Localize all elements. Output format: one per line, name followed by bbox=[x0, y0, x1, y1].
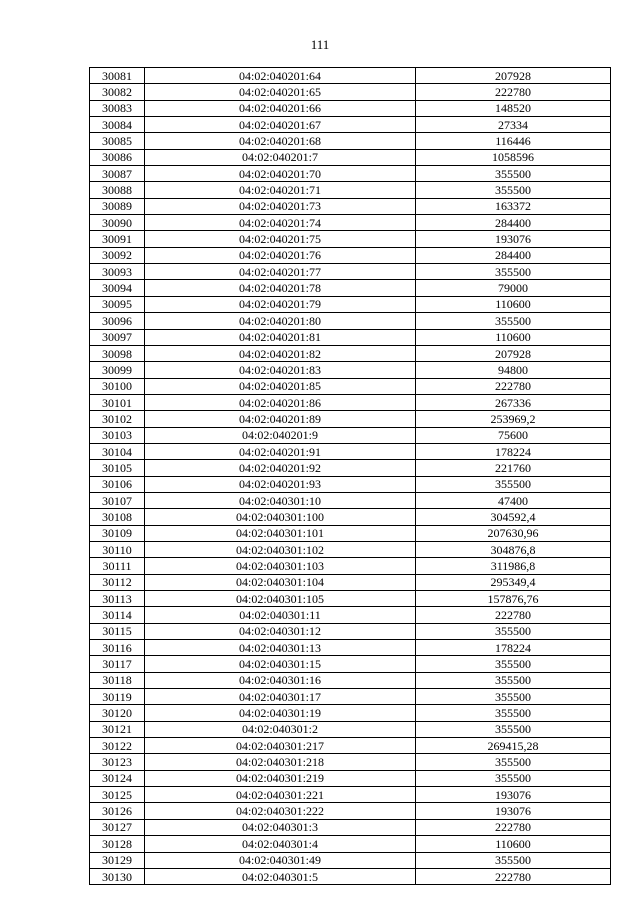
row-number-cell: 30086 bbox=[90, 149, 145, 165]
table-row bbox=[90, 705, 611, 721]
row-number-cell: 30081 bbox=[90, 68, 145, 84]
cadastral-number-cell: 04:02:040301:219 bbox=[145, 770, 416, 786]
cadastral-number-cell: 04:02:040201:68 bbox=[145, 133, 416, 149]
row-number-cell: 30118 bbox=[90, 672, 145, 688]
cadastral-number-cell: 04:02:040301:10 bbox=[145, 492, 416, 508]
value-cell: 355500 bbox=[416, 770, 611, 786]
value-cell: 110600 bbox=[416, 296, 611, 312]
value-cell: 110600 bbox=[416, 329, 611, 345]
row-number-cell: 30127 bbox=[90, 819, 145, 835]
table-row bbox=[90, 836, 611, 852]
row-number-cell: 30090 bbox=[90, 215, 145, 231]
value-cell: 178224 bbox=[416, 443, 611, 459]
table-row bbox=[90, 117, 611, 133]
cadastral-number-cell: 04:02:040201:82 bbox=[145, 345, 416, 361]
row-number-cell: 30106 bbox=[90, 476, 145, 492]
value-cell: 355500 bbox=[416, 754, 611, 770]
row-number-cell: 30111 bbox=[90, 558, 145, 574]
cadastral-number-cell: 04:02:040301:49 bbox=[145, 852, 416, 868]
row-number-cell: 30113 bbox=[90, 591, 145, 607]
table-row bbox=[90, 689, 611, 705]
cadastral-number-cell: 04:02:040301:217 bbox=[145, 738, 416, 754]
value-cell: 355500 bbox=[416, 166, 611, 182]
row-number-cell: 30082 bbox=[90, 84, 145, 100]
cadastral-number-cell: 04:02:040301:101 bbox=[145, 525, 416, 541]
cadastral-number-cell: 04:02:040201:89 bbox=[145, 411, 416, 427]
cadastral-number-cell: 04:02:040201:92 bbox=[145, 460, 416, 476]
row-number-cell: 30109 bbox=[90, 525, 145, 541]
row-number-cell: 30098 bbox=[90, 345, 145, 361]
row-number-cell: 30130 bbox=[90, 868, 145, 884]
table-row bbox=[90, 68, 611, 84]
row-number-cell: 30104 bbox=[90, 443, 145, 459]
value-cell: 110600 bbox=[416, 836, 611, 852]
table-row bbox=[90, 149, 611, 165]
row-number-cell: 30116 bbox=[90, 640, 145, 656]
value-cell: 193076 bbox=[416, 787, 611, 803]
table-row bbox=[90, 443, 611, 459]
cadastral-number-cell: 04:02:040201:9 bbox=[145, 427, 416, 443]
value-cell: 221760 bbox=[416, 460, 611, 476]
table-row bbox=[90, 852, 611, 868]
page-number: 111 bbox=[310, 37, 330, 52]
row-number-cell: 30087 bbox=[90, 166, 145, 182]
cadastral-number-cell: 04:02:040301:16 bbox=[145, 672, 416, 688]
row-number-cell: 30091 bbox=[90, 231, 145, 247]
row-number-cell: 30088 bbox=[90, 182, 145, 198]
table-row bbox=[90, 754, 611, 770]
value-cell: 355500 bbox=[416, 264, 611, 280]
row-number-cell: 30122 bbox=[90, 738, 145, 754]
row-number-cell: 30119 bbox=[90, 689, 145, 705]
value-cell: 207928 bbox=[416, 68, 611, 84]
table-row bbox=[90, 787, 611, 803]
row-number-cell: 30095 bbox=[90, 296, 145, 312]
value-cell: 193076 bbox=[416, 231, 611, 247]
value-cell: 47400 bbox=[416, 492, 611, 508]
cadastral-number-cell: 04:02:040301:11 bbox=[145, 607, 416, 623]
cadastral-number-cell: 04:02:040201:76 bbox=[145, 247, 416, 263]
table-row bbox=[90, 182, 611, 198]
row-number-cell: 30125 bbox=[90, 787, 145, 803]
row-number-cell: 30114 bbox=[90, 607, 145, 623]
value-cell: 222780 bbox=[416, 607, 611, 623]
table-row bbox=[90, 329, 611, 345]
value-cell: 355500 bbox=[416, 476, 611, 492]
cadastral-number-cell: 04:02:040301:15 bbox=[145, 656, 416, 672]
row-number-cell: 30089 bbox=[90, 198, 145, 214]
table-row bbox=[90, 460, 611, 476]
table-row bbox=[90, 525, 611, 541]
table-row bbox=[90, 247, 611, 263]
value-cell: 163372 bbox=[416, 198, 611, 214]
table-row bbox=[90, 656, 611, 672]
cadastral-number-cell: 04:02:040201:70 bbox=[145, 166, 416, 182]
value-cell: 284400 bbox=[416, 215, 611, 231]
cadastral-number-cell: 04:02:040301:222 bbox=[145, 803, 416, 819]
table-row bbox=[90, 623, 611, 639]
table-row bbox=[90, 868, 611, 884]
cadastral-number-cell: 04:02:040201:74 bbox=[145, 215, 416, 231]
table-row bbox=[90, 362, 611, 378]
table-row bbox=[90, 84, 611, 100]
row-number-cell: 30126 bbox=[90, 803, 145, 819]
row-number-cell: 30085 bbox=[90, 133, 145, 149]
table-row bbox=[90, 640, 611, 656]
cadastral-number-cell: 04:02:040301:12 bbox=[145, 623, 416, 639]
table-row bbox=[90, 672, 611, 688]
table-row bbox=[90, 280, 611, 296]
row-number-cell: 30099 bbox=[90, 362, 145, 378]
value-cell: 178224 bbox=[416, 640, 611, 656]
cadastral-number-cell: 04:02:040301:13 bbox=[145, 640, 416, 656]
value-cell: 75600 bbox=[416, 427, 611, 443]
cadastral-number-cell: 04:02:040201:77 bbox=[145, 264, 416, 280]
table-row bbox=[90, 264, 611, 280]
row-number-cell: 30101 bbox=[90, 394, 145, 410]
table-row bbox=[90, 509, 611, 525]
value-cell: 304592,4 bbox=[416, 509, 611, 525]
cadastral-number-cell: 04:02:040301:3 bbox=[145, 819, 416, 835]
row-number-cell: 30100 bbox=[90, 378, 145, 394]
cadastral-number-cell: 04:02:040301:221 bbox=[145, 787, 416, 803]
table-row bbox=[90, 427, 611, 443]
table-row bbox=[90, 296, 611, 312]
row-number-cell: 30103 bbox=[90, 427, 145, 443]
value-cell: 269415,28 bbox=[416, 738, 611, 754]
value-cell: 222780 bbox=[416, 84, 611, 100]
cadastral-number-cell: 04:02:040201:64 bbox=[145, 68, 416, 84]
table-row bbox=[90, 803, 611, 819]
value-cell: 295349,4 bbox=[416, 574, 611, 590]
cadastral-number-cell: 04:02:040201:81 bbox=[145, 329, 416, 345]
value-cell: 267336 bbox=[416, 394, 611, 410]
table-row bbox=[90, 738, 611, 754]
table-body bbox=[90, 68, 611, 885]
value-cell: 222780 bbox=[416, 378, 611, 394]
row-number-cell: 30120 bbox=[90, 705, 145, 721]
value-cell: 355500 bbox=[416, 182, 611, 198]
table-row bbox=[90, 607, 611, 623]
row-number-cell: 30110 bbox=[90, 541, 145, 557]
value-cell: 148520 bbox=[416, 100, 611, 116]
value-cell: 311986,8 bbox=[416, 558, 611, 574]
value-cell: 355500 bbox=[416, 705, 611, 721]
table-row bbox=[90, 231, 611, 247]
table-row bbox=[90, 411, 611, 427]
cadastral-number-cell: 04:02:040301:105 bbox=[145, 591, 416, 607]
value-cell: 284400 bbox=[416, 247, 611, 263]
value-cell: 355500 bbox=[416, 852, 611, 868]
value-cell: 157876,76 bbox=[416, 591, 611, 607]
row-number-cell: 30121 bbox=[90, 721, 145, 737]
row-number-cell: 30097 bbox=[90, 329, 145, 345]
value-cell: 207928 bbox=[416, 345, 611, 361]
cadastral-number-cell: 04:02:040201:78 bbox=[145, 280, 416, 296]
cadastral-number-cell: 04:02:040301:5 bbox=[145, 868, 416, 884]
cadastral-number-cell: 04:02:040201:86 bbox=[145, 394, 416, 410]
cadastral-number-cell: 04:02:040201:80 bbox=[145, 313, 416, 329]
value-cell: 355500 bbox=[416, 623, 611, 639]
table-row bbox=[90, 345, 611, 361]
value-cell: 116446 bbox=[416, 133, 611, 149]
row-number-cell: 30092 bbox=[90, 247, 145, 263]
row-number-cell: 30128 bbox=[90, 836, 145, 852]
value-cell: 355500 bbox=[416, 656, 611, 672]
table-row bbox=[90, 574, 611, 590]
cadastral-number-cell: 04:02:040201:67 bbox=[145, 117, 416, 133]
row-number-cell: 30123 bbox=[90, 754, 145, 770]
cadastral-number-cell: 04:02:040301:19 bbox=[145, 705, 416, 721]
cadastral-number-cell: 04:02:040201:71 bbox=[145, 182, 416, 198]
row-number-cell: 30083 bbox=[90, 100, 145, 116]
cadastral-number-cell: 04:02:040301:100 bbox=[145, 509, 416, 525]
row-number-cell: 30102 bbox=[90, 411, 145, 427]
value-cell: 355500 bbox=[416, 721, 611, 737]
table-row bbox=[90, 133, 611, 149]
row-number-cell: 30093 bbox=[90, 264, 145, 280]
cadastral-number-cell: 04:02:040301:218 bbox=[145, 754, 416, 770]
row-number-cell: 30107 bbox=[90, 492, 145, 508]
cadastral-number-cell: 04:02:040301:104 bbox=[145, 574, 416, 590]
cadastral-number-cell: 04:02:040201:7 bbox=[145, 149, 416, 165]
cadastral-number-cell: 04:02:040201:83 bbox=[145, 362, 416, 378]
table-row bbox=[90, 100, 611, 116]
table-row bbox=[90, 476, 611, 492]
row-number-cell: 30096 bbox=[90, 313, 145, 329]
table-row bbox=[90, 166, 611, 182]
value-cell: 27334 bbox=[416, 117, 611, 133]
value-cell: 304876,8 bbox=[416, 541, 611, 557]
value-cell: 355500 bbox=[416, 313, 611, 329]
value-cell: 79000 bbox=[416, 280, 611, 296]
value-cell: 355500 bbox=[416, 672, 611, 688]
cadastral-number-cell: 04:02:040201:66 bbox=[145, 100, 416, 116]
cadastral-number-cell: 04:02:040301:17 bbox=[145, 689, 416, 705]
row-number-cell: 30112 bbox=[90, 574, 145, 590]
row-number-cell: 30105 bbox=[90, 460, 145, 476]
cadastral-number-cell: 04:02:040301:103 bbox=[145, 558, 416, 574]
cadastral-value-table bbox=[89, 67, 611, 885]
value-cell: 207630,96 bbox=[416, 525, 611, 541]
cadastral-number-cell: 04:02:040201:75 bbox=[145, 231, 416, 247]
row-number-cell: 30094 bbox=[90, 280, 145, 296]
cadastral-number-cell: 04:02:040201:91 bbox=[145, 443, 416, 459]
value-cell: 222780 bbox=[416, 868, 611, 884]
table-row bbox=[90, 558, 611, 574]
value-cell: 1058596 bbox=[416, 149, 611, 165]
value-cell: 193076 bbox=[416, 803, 611, 819]
table-row bbox=[90, 591, 611, 607]
table-row bbox=[90, 313, 611, 329]
table-row bbox=[90, 819, 611, 835]
cadastral-number-cell: 04:02:040301:4 bbox=[145, 836, 416, 852]
value-cell: 222780 bbox=[416, 819, 611, 835]
table-row bbox=[90, 394, 611, 410]
cadastral-number-cell: 04:02:040301:2 bbox=[145, 721, 416, 737]
cadastral-number-cell: 04:02:040201:73 bbox=[145, 198, 416, 214]
cadastral-number-cell: 04:02:040201:79 bbox=[145, 296, 416, 312]
cadastral-number-cell: 04:02:040201:65 bbox=[145, 84, 416, 100]
value-cell: 355500 bbox=[416, 689, 611, 705]
row-number-cell: 30108 bbox=[90, 509, 145, 525]
row-number-cell: 30115 bbox=[90, 623, 145, 639]
table-row bbox=[90, 198, 611, 214]
table-row bbox=[90, 215, 611, 231]
cadastral-number-cell: 04:02:040301:102 bbox=[145, 541, 416, 557]
table-row bbox=[90, 378, 611, 394]
table-row bbox=[90, 541, 611, 557]
cadastral-number-cell: 04:02:040201:93 bbox=[145, 476, 416, 492]
row-number-cell: 30129 bbox=[90, 852, 145, 868]
value-cell: 94800 bbox=[416, 362, 611, 378]
table-row bbox=[90, 492, 611, 508]
value-cell: 253969,2 bbox=[416, 411, 611, 427]
table-row bbox=[90, 770, 611, 786]
row-number-cell: 30084 bbox=[90, 117, 145, 133]
row-number-cell: 30117 bbox=[90, 656, 145, 672]
table-row bbox=[90, 721, 611, 737]
cadastral-number-cell: 04:02:040201:85 bbox=[145, 378, 416, 394]
row-number-cell: 30124 bbox=[90, 770, 145, 786]
